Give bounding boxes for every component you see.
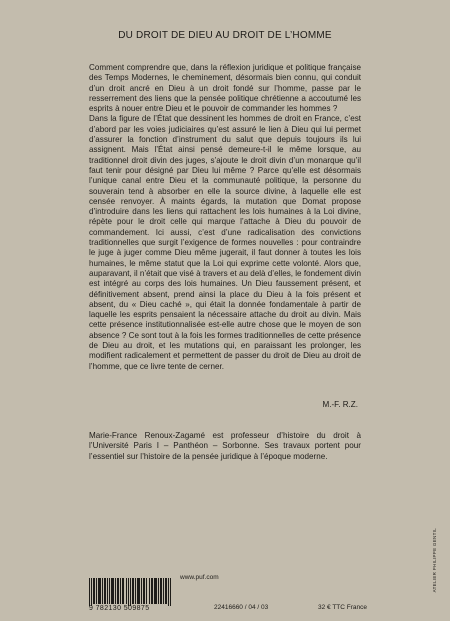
page-title: DU DROIT DE DIEU AU DROIT DE L’HOMME [118,30,332,41]
price: 32 € TTC France [318,604,368,611]
isbn-number: 9 782130 509875 [89,605,150,612]
design-credit: ATELIER PHILIPPE GENTIL [432,528,437,593]
barcode-icon [89,578,172,608]
paragraph: Dans la figure de l’État que dessinent les hommes de droit en France, c’est d’abord par les voies judiciaires qu’est assuré le lien à Dieu qui lui permet d’assurer la fonction d’instrument du salut que depuis toujours ils lui assignent. Mais l’État ainsi pensé demeure-t-il le même lorsque, au traditionnel droit divin des juges, s’ajoute le droit divin d’un monarque qu’il faut tenir pour désigné par Dieu lui même ? Parce qu’elle est désormais l’unique canal entre Dieu et la communauté politique, la personne du souverain tend à absorber en elle la source divine, à laquelle elle est censée renvoyer. À maints égards, la mutation que Domat propose d’introduire dans les liens qui rattachent les lois humaines à la Loi divine, répète pour le droit celle qui marque l’attache à Dieu du pouvoir de commandement. Ici aussi, c’est d’une radicalisation des convictions traditionnelles que surgit l’exigence de formes nouvelles : pour contraindre le juge à juger comme Dieu même jugerait, il faut donner à toutes les lois humaines, le même statut que la Loi qui exprime cette volonté. Alors que, auparavant, il n’était que visé à travers et au delà d’elles, le fondement divin est intégré au corps des lois humaines. Un Dieu faussement présent, et définitivement absent, prend ainsi la place du Dieu à la fois présent et absent, du « Dieu caché », qui était la donnée fondamentale à partir de laquelle les esprits pensaient la nécessaire attache du droit au divin. Mais cette présence institutionnalisée est-elle autre chose que le moyen de son absence ? Ce sont tout à la fois les formes traditionnelles de cette présence de Dieu au droit, et les mutations qui, en paraissant les prolonger, les modifient radicalement et permettent de passer du droit de Dieu au droit de l’homme, que ce livre tente de cerner. [89,114,361,371]
summary-text [89,63,361,372]
publisher-url: www.puf.com [180,574,219,581]
product-code: 22416660 / 04 / 03 [214,604,269,611]
paragraph: Comment comprendre que, dans la réflexion juridique et politique française des Temps Modernes, le cheminement, désormais bien connu, qui conduit d’un droit ancré en Dieu à un droit fondé sur l’homme, passe par le resserrement des liens que la pensée politique chrétienne a accoutumé les esprits à nouer entre Dieu et le pouvoir de commander les hommes ? [89,63,361,114]
author-bio: Marie-France Renoux-Zagamé est professeur d’histoire du droit à l’Université Paris I – Panthéon – Sorbonne. Ses travaux portent pour l’essentiel sur l’histoire de la pensée juridique à l’époque moderne. [89,431,361,461]
signature: M.-F. R.Z. [322,400,358,409]
